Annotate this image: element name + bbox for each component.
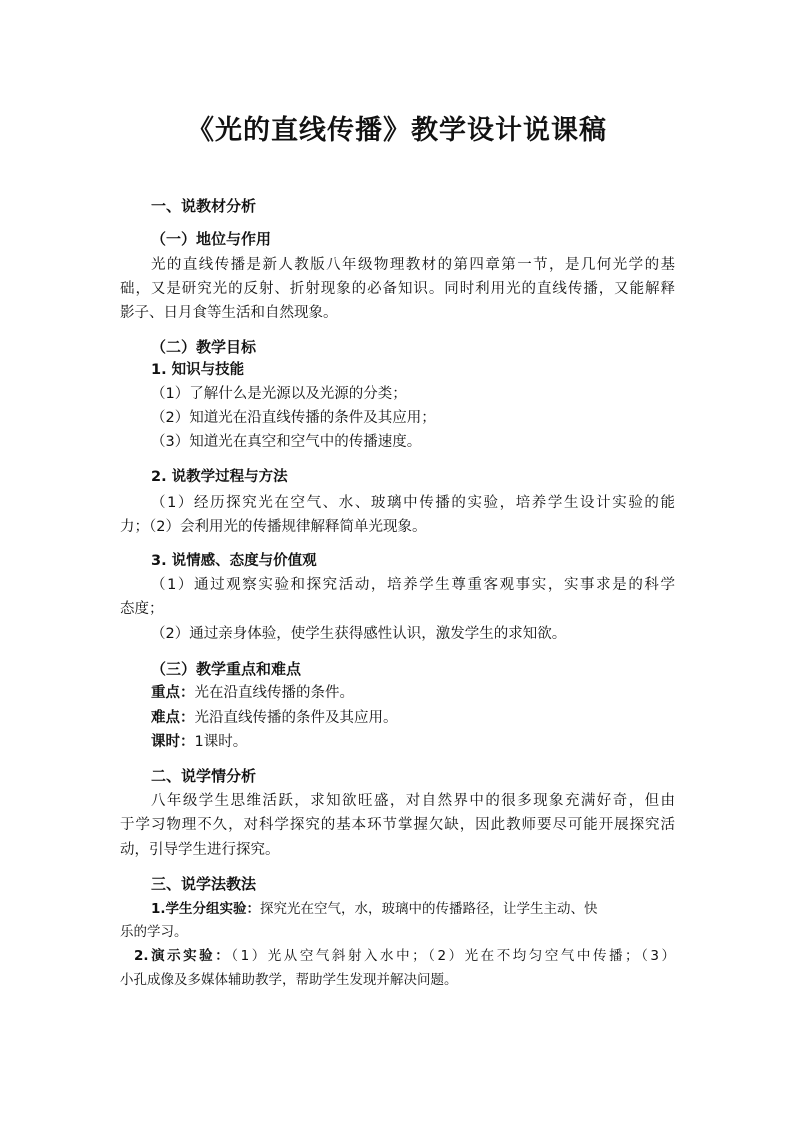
subsection-heading-objectives: （二）教学目标 <box>151 338 257 356</box>
difficulty-text: 光沿直线传播的条件及其应用。 <box>194 710 398 726</box>
method-text: 探究光在空气，水，玻璃中的传播路径，让学生主动、快 <box>260 901 598 917</box>
paragraph-line: 动，引导学生进行探究。 <box>120 842 280 858</box>
key-point-text: 光在沿直线传播的条件。 <box>194 685 354 701</box>
objective-heading-attitude: 3. 说情感、态度与价值观 <box>151 553 317 569</box>
section-heading-textbook-analysis: 一、说教材分析 <box>151 197 257 215</box>
method-row <box>134 946 675 966</box>
key-point-row <box>151 683 354 703</box>
paragraph-line: 于学习物理不久，对科学探究的基本环节掌握欠缺，因此教师要尽可能开展探究活 <box>120 817 675 833</box>
paragraph-line: 础，又是研究光的反射、折射现象的必备知识。同时利用光的直线传播，又能解释 <box>120 281 675 297</box>
subsection-heading-role: （一）地位与作用 <box>151 230 272 248</box>
paragraph-line: 力；（2）会利用光的传播规律解释简单光现象。 <box>120 519 427 535</box>
section-heading-methods: 三、说学法教法 <box>151 875 257 893</box>
objective-heading-knowledge: 1. 知识与技能 <box>151 362 245 378</box>
document-title: 《光的直线传播》教学设计说课稿 <box>187 115 607 146</box>
difficulty-label: 难点： <box>151 710 195 726</box>
method-row <box>151 899 598 919</box>
paragraph-line: 八年级学生思维活跃，求知欲旺盛，对自然界中的很多现象充满好奇，但由 <box>151 793 675 809</box>
paragraph-line: （1）通过观察实验和探究活动，培养学生尊重客观事实，实事求是的科学 <box>151 577 675 593</box>
method-label: 1.学生分组实验： <box>151 901 261 917</box>
section-heading-student-analysis: 二、说学情分析 <box>151 767 257 785</box>
objective-item: （2）知道光在沿直线传播的条件及其应用； <box>151 410 436 426</box>
paragraph-line: （1）经历探究光在空气、水、玻璃中传播的实验，培养学生设计实验的能 <box>151 495 675 511</box>
method-label: 2.演示实验： <box>134 948 232 964</box>
class-hours-text: 1课时。 <box>194 734 248 750</box>
objective-item: （3）知道光在真空和空气中的传播速度。 <box>151 434 422 450</box>
paragraph-line: 光的直线传播是新人教版八年级物理教材的第四章第一节，是几何光学的基 <box>151 257 675 273</box>
key-point-label: 重点： <box>151 685 195 701</box>
method-text-continued: 乐的学习。 <box>120 924 188 940</box>
objective-heading-process: 2. 说教学过程与方法 <box>151 469 288 485</box>
class-hours-row <box>151 732 247 752</box>
class-hours-label: 课时： <box>151 734 195 750</box>
objective-item: （1）了解什么是光源以及光源的分类； <box>151 386 407 402</box>
method-text: （1）光从空气斜射入水中；（2）光在不均匀空气中传播；（3） <box>231 948 675 964</box>
difficulty-row <box>151 708 398 728</box>
paragraph-line: 态度； <box>120 601 164 617</box>
paragraph-line: （2）通过亲身体验，使学生获得感性认识，激发学生的求知欲。 <box>151 626 567 642</box>
method-text-continued: 小孔成像及多媒体辅助教学，帮助学生发现并解决问题。 <box>120 972 458 988</box>
paragraph-line: 影子、日月食等生活和自然现象。 <box>120 305 338 321</box>
subsection-heading-key-points: （三）教学重点和难点 <box>151 660 302 678</box>
